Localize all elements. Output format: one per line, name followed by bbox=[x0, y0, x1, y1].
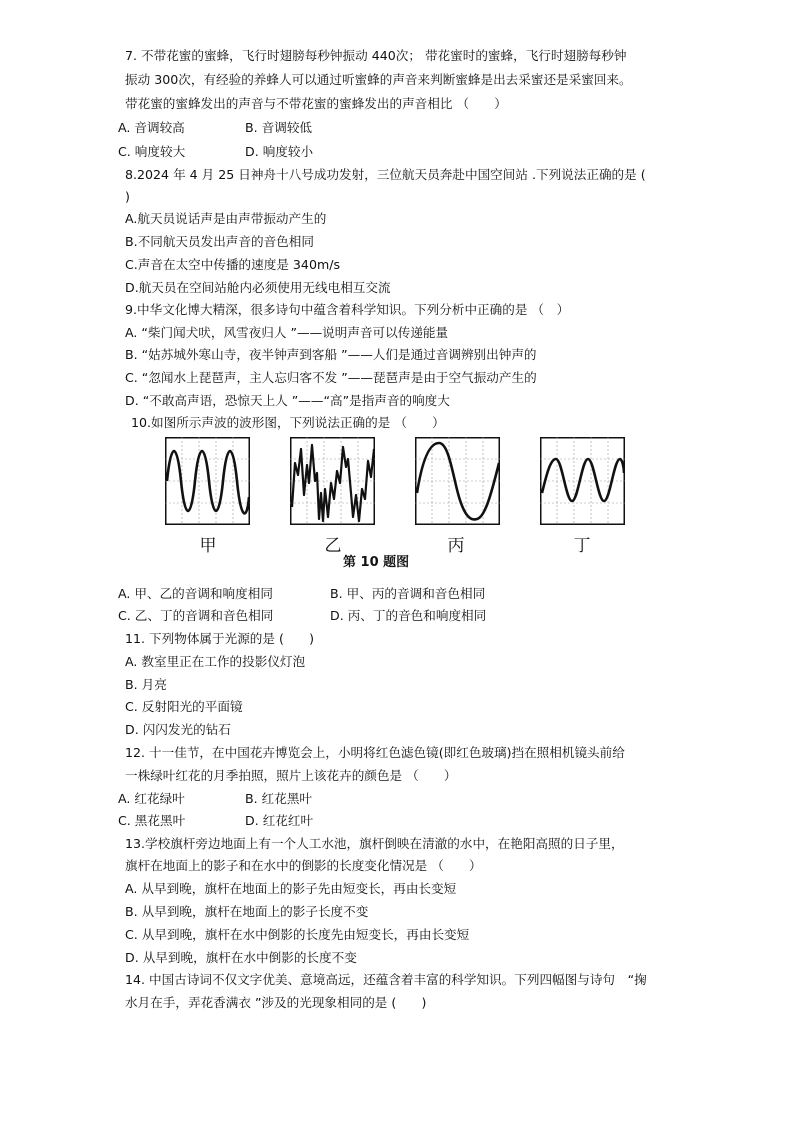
q8-option-b: B.不同航天员发出声音的音色相同 bbox=[125, 234, 314, 249]
q8-line-2: ) bbox=[125, 189, 130, 204]
waveform-yi bbox=[290, 437, 375, 525]
q12-option-c: C. 黑花黑叶 bbox=[118, 813, 186, 828]
waveform-label-jia: 甲 bbox=[199, 536, 217, 556]
q9-line-1: 9.中华文化博大精深，很多诗句中蕴含着科学知识。下列分析中正确的是 （ ） bbox=[125, 302, 570, 317]
q13-line-2: 旗杆在地面上的影子和在水中的倒影的长度变化情况是 （ ） bbox=[125, 858, 482, 873]
waveform-jia bbox=[165, 437, 250, 525]
q12-line-2: 一株绿叶红花的月季拍照，照片上该花卉的颜色是 （ ） bbox=[125, 768, 457, 783]
waveform-bing bbox=[415, 437, 500, 525]
q11-option-c: C. 反射阳光的平面镜 bbox=[125, 699, 243, 714]
q14-line-2: 水月在手，弄花香满衣 ”涉及的光现象相同的是 ( ) bbox=[125, 995, 427, 1010]
q9-option-b: B. “姑苏城外寒山寺，夜半钟声到客船 ”——人们是通过音调辨别出钟声的 bbox=[125, 347, 537, 362]
q10-option-c: C. 乙、丁的音调和音色相同 bbox=[118, 608, 274, 623]
waveform-ding bbox=[540, 437, 625, 525]
q9-option-c: C. “忽闻水上琵琶声，主人忘归客不发 ”——琵琶声是由于空气振动产生的 bbox=[125, 370, 537, 385]
q11-option-b: B. 月亮 bbox=[125, 677, 167, 692]
q7-line-2: 振动 300次，有经验的养蜂人可以通过听蜜蜂的声音来判断蜜蜂是出去采蜜还是采蜜回来。 bbox=[125, 72, 632, 87]
q8-option-d: D.航天员在空间站舱内必须使用无线电相互交流 bbox=[125, 280, 391, 295]
q7-line-1: 7. 不带花蜜的蜜蜂，飞行时翅膀每秒钟振动 440次； 带花蜜时的蜜蜂，飞行时翅膀每秒钟 bbox=[125, 48, 627, 63]
q8-option-c: C.声音在太空中传播的速度是 340m/s bbox=[125, 257, 341, 272]
q9-option-d: D. “不敢高声语，恐惊天上人 ”——“高”是指声音的响度大 bbox=[125, 393, 450, 408]
q8-line-1: 8.2024 年 4 月 25 日神舟十八号成功发射，三位航天员奔赴中国空间站 .下列说法正确的是 ( bbox=[125, 167, 646, 182]
q11-line-1: 11. 下列物体属于光源的是 ( ) bbox=[125, 631, 314, 646]
q10-option-b: B. 甲、丙的音调和音色相同 bbox=[330, 586, 486, 601]
q7-line-3: 带花蜜的蜜蜂发出的声音与不带花蜜的蜜蜂发出的声音相比 （ ） bbox=[125, 96, 507, 111]
q7-option-c: C. 响度较大 bbox=[118, 144, 186, 159]
waveform-label-ding: 丁 bbox=[573, 536, 591, 556]
q7-option-a: A. 音调较高 bbox=[118, 120, 185, 135]
q12-option-d: D. 红花红叶 bbox=[245, 813, 314, 828]
waveform-label-yi: 乙 bbox=[324, 536, 342, 556]
figure-caption: 第 10 题图 bbox=[343, 555, 410, 570]
q12-option-b: B. 红花黑叶 bbox=[245, 791, 313, 806]
q11-option-a: A. 教室里正在工作的投影仪灯泡 bbox=[125, 654, 306, 669]
q12-line-1: 12. 十一佳节，在中国花卉博览会上，小明将红色滤色镜(即红色玻璃)挡在照相机镜头前给 bbox=[125, 745, 625, 760]
q12-option-a: A. 红花绿叶 bbox=[118, 791, 185, 806]
waveform-label-bing: 丙 bbox=[447, 536, 465, 556]
q10-option-a: A. 甲、乙的音调和响度相同 bbox=[118, 586, 273, 601]
q13-option-c: C. 从早到晚，旗杆在水中倒影的长度先由短变长，再由长变短 bbox=[125, 927, 470, 942]
q10-option-d: D. 丙、丁的音色和响度相同 bbox=[330, 608, 487, 623]
q7-option-b: B. 音调较低 bbox=[245, 120, 313, 135]
q14-line-1: 14. 中国古诗词不仅文字优美、意境高远，还蕴含着丰富的科学知识。下列四幅图与诗句 “掬 bbox=[125, 972, 647, 987]
q13-option-a: A. 从早到晚，旗杆在地面上的影子先由短变长，再由长变短 bbox=[125, 881, 457, 896]
q11-option-d: D. 闪闪发光的钻石 bbox=[125, 722, 231, 737]
q9-option-a: A. “柴门闻犬吠，风雪夜归人 ”——说明声音可以传递能量 bbox=[125, 325, 449, 340]
q10-line-1: 10.如图所示声波的波形图，下列说法正确的是 （ ） bbox=[131, 415, 445, 430]
q13-option-b: B. 从早到晚，旗杆在地面上的影子长度不变 bbox=[125, 904, 369, 919]
q8-option-a: A.航天员说话声是由声带振动产生的 bbox=[125, 211, 327, 226]
q13-option-d: D. 从早到晚，旗杆在水中倒影的长度不变 bbox=[125, 950, 357, 965]
q7-option-d: D. 响度较小 bbox=[245, 144, 314, 159]
q13-line-1: 13.学校旗杆旁边地面上有一个人工水池，旗杆倒映在清澈的水中，在艳阳高照的日子里， bbox=[125, 836, 624, 851]
